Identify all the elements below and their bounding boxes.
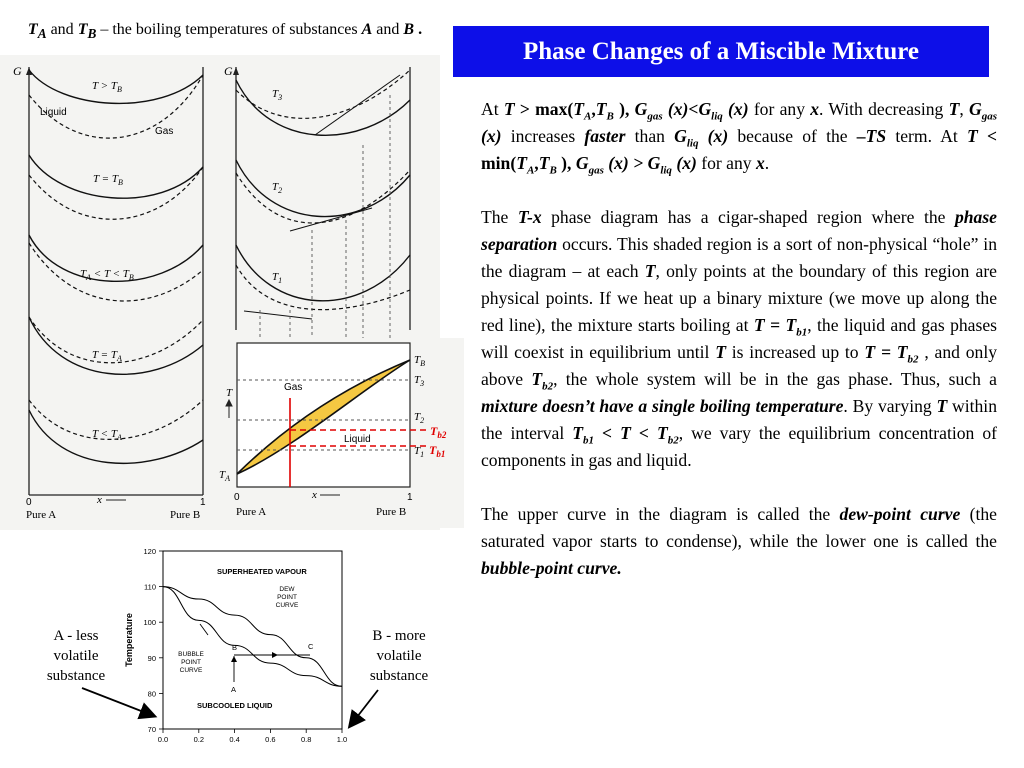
- tx-gas-label: Gas: [284, 382, 303, 393]
- text: is increased up to: [725, 342, 865, 362]
- caption-tb: T: [77, 21, 88, 38]
- tx-x1: 1: [407, 492, 413, 503]
- bubble-label-1: BUBBLE: [178, 651, 204, 658]
- text: B: [606, 110, 614, 123]
- text: T: [595, 99, 607, 119]
- text: T: [538, 153, 550, 173]
- text: T: [572, 423, 584, 443]
- left-pure-a: Pure A: [26, 509, 57, 521]
- text: ),: [556, 153, 576, 173]
- text: b2: [542, 380, 554, 393]
- tx-x-label: x: [312, 489, 317, 501]
- text: < min(: [481, 126, 997, 173]
- caption-and-2: and: [372, 21, 404, 38]
- text: b2: [907, 353, 919, 366]
- text: . By varying: [843, 396, 937, 416]
- tx-liquid-label: Liquid: [344, 434, 371, 445]
- text: gas: [588, 164, 604, 177]
- text: for any: [748, 99, 811, 119]
- text: than: [625, 126, 675, 146]
- text: T: [656, 423, 668, 443]
- bubble-label-2: POINT: [181, 659, 201, 666]
- y-tick-label: 110: [144, 582, 156, 592]
- text: At: [481, 99, 504, 119]
- right-cond-t2: $T_2$: [272, 181, 283, 195]
- text: T = T: [864, 342, 908, 362]
- text: , the liquid and gas phases will coexist in equilibrium until: [481, 315, 997, 362]
- text: (x): [481, 126, 502, 146]
- caption-tb-sub: B: [87, 26, 97, 42]
- text: < T <: [594, 423, 657, 443]
- temperature-composition-chart: [112, 540, 360, 752]
- text: faster: [584, 126, 626, 146]
- dew-label-2: POINT: [277, 594, 297, 601]
- text: gas: [647, 110, 663, 123]
- text: (x): [671, 153, 697, 173]
- cond-4: $T = T_A$: [92, 349, 122, 363]
- text: phase diagram has a cigar-shaped region where the: [541, 207, 955, 227]
- text: T: [948, 99, 960, 119]
- x-tick-label: 0.6: [265, 735, 276, 744]
- text: (x) >: [603, 153, 648, 173]
- text: ),: [613, 99, 635, 119]
- left-pure-b: Pure B: [170, 509, 201, 521]
- text: increases: [501, 126, 585, 146]
- x-tick-label: 0.0: [157, 735, 169, 744]
- t-x-phase-diagram: [214, 338, 464, 528]
- text: within the interval: [481, 396, 997, 443]
- text: , we vary the equilibrium concentration of components in gas and liquid.: [481, 423, 997, 470]
- text: T: [644, 261, 656, 281]
- text: T: [936, 396, 948, 416]
- x-tick-label: 0.2: [193, 735, 205, 744]
- text: G: [698, 99, 712, 119]
- bubble-label-3: CURVE: [179, 667, 203, 674]
- x-tick-label: 0.4: [229, 735, 240, 744]
- text: (x): [698, 126, 729, 146]
- text: T-x: [517, 207, 542, 227]
- text: T: [715, 342, 726, 362]
- caption-a: A: [361, 21, 373, 38]
- text: bubble-point curve.: [481, 558, 622, 578]
- y-tick-label: 70: [147, 725, 156, 734]
- text: phase separation: [481, 207, 997, 254]
- cond-1: $T > T_B$: [92, 80, 122, 94]
- text: liq: [686, 137, 699, 150]
- text: . With decreasing: [819, 99, 949, 119]
- tx-pure-b: Pure B: [376, 506, 407, 518]
- point-b-label: B: [232, 643, 238, 652]
- text: , the whole system will be in the gas phase. Thus, such a: [553, 369, 997, 389]
- text: dew-point curve: [839, 504, 961, 524]
- text: occurs. This shaded region is a sort of non-physical “hole” in the diagram – at each: [481, 234, 997, 281]
- caption-ta-sub: A: [37, 26, 47, 42]
- text: for any: [696, 153, 756, 173]
- text: (x)<: [662, 99, 699, 119]
- tx-x0: 0: [234, 492, 240, 503]
- x-tick-label: 0.8: [300, 735, 312, 744]
- text: –TS: [856, 126, 887, 146]
- text: The upper curve in the diagram is called the: [481, 504, 840, 524]
- right-cond-t1: $T_1$: [272, 271, 283, 285]
- point-a-label: A: [231, 685, 237, 694]
- text: b1: [796, 326, 808, 339]
- tx-tb: $T_B$: [414, 354, 426, 368]
- text: T: [503, 99, 515, 119]
- text: ,: [591, 99, 596, 119]
- text: T: [573, 99, 585, 119]
- gas-label: Gas: [155, 126, 174, 137]
- tx-tb1: $T_{b1}$: [429, 443, 446, 459]
- text: liq: [660, 164, 672, 177]
- left-x0: 0: [26, 497, 32, 508]
- tx-t2: $T_2$: [414, 411, 425, 425]
- left-x-label: x: [97, 494, 102, 506]
- text: (the saturated vapor starts to condense), while the lower one is called the: [481, 504, 997, 551]
- caption-and: and: [46, 21, 78, 38]
- cond-3: $T_A < T < T_B$: [80, 268, 134, 282]
- label-b-more-volatile: B - more volatile substance: [369, 628, 429, 684]
- tx-t3: $T_3$: [414, 374, 425, 388]
- text: T: [516, 153, 527, 173]
- text: G: [575, 153, 589, 173]
- text: because of the: [728, 126, 857, 146]
- left-g-label: G: [13, 64, 22, 78]
- text: B: [549, 164, 557, 177]
- text: mixture doesn’t have a single boiling temperature: [481, 396, 844, 416]
- label-a-less-volatile: A - less volatile substance: [46, 628, 106, 684]
- text: G: [969, 99, 982, 119]
- text: T = T: [753, 315, 797, 335]
- text: gas: [981, 110, 997, 123]
- text: (x): [722, 99, 749, 119]
- text: liq: [711, 110, 723, 123]
- caption-b: B: [403, 21, 415, 38]
- text: b1: [583, 434, 595, 447]
- tx-ta: $T_A$: [219, 469, 231, 483]
- text: x: [755, 153, 765, 173]
- slide-title: Phase Changes of a Miscible Mixture: [522, 37, 920, 65]
- text: T: [531, 369, 543, 389]
- text: , only points at the boundary of this region are physical points. If we heat up a binary mixture (we move up along the red line), the mixture starts boiling at: [481, 261, 997, 335]
- y-axis-label: Temperature: [124, 613, 134, 667]
- text: ,: [534, 153, 539, 173]
- text: G: [674, 126, 687, 146]
- y-tick-label: 90: [147, 653, 156, 663]
- tx-pure-a: Pure A: [236, 506, 267, 518]
- caption-period: .: [414, 21, 423, 38]
- tx-tb2: $T_{b2}$: [430, 424, 447, 440]
- right-g-label: G: [224, 64, 233, 78]
- text: ,: [959, 99, 969, 119]
- text: x: [810, 99, 820, 119]
- text: , and only above: [481, 342, 998, 389]
- tx-t1: $T_1$: [414, 445, 425, 459]
- y-tick-label: 120: [143, 547, 156, 556]
- y-tick-label: 100: [143, 618, 156, 628]
- x-ticks: [158, 729, 347, 744]
- tx-t-axis-label: T: [226, 387, 233, 399]
- x-tick-label: 1.0: [336, 735, 348, 744]
- left-x1: 1: [200, 497, 206, 508]
- cond-2: $T = T_B$: [93, 173, 123, 187]
- dew-label-1: DEW: [279, 586, 295, 593]
- text: b2: [667, 434, 679, 447]
- text: G: [634, 99, 648, 119]
- superheated-label: SUPERHEATED VAPOUR: [217, 567, 307, 576]
- text: T: [967, 126, 978, 146]
- text: term. At: [886, 126, 968, 146]
- caption-rest: – the boiling temperatures of substances: [96, 21, 362, 38]
- dew-label-3: CURVE: [275, 602, 299, 609]
- text: .: [764, 153, 770, 173]
- text: A: [526, 164, 535, 177]
- caption-ta: T: [27, 21, 38, 38]
- text: A: [584, 110, 592, 123]
- y-ticks: [143, 547, 163, 734]
- text: G: [647, 153, 661, 173]
- subcooled-label: SUBCOOLED LIQUID: [197, 701, 273, 710]
- point-c-label: C: [308, 642, 314, 651]
- liquid-label: Liquid: [40, 107, 67, 118]
- cond-5: $T < T_A$: [92, 428, 122, 442]
- y-tick-label: 80: [147, 689, 156, 699]
- right-cond-t3: $T_3$: [272, 88, 283, 102]
- text: The: [481, 207, 518, 227]
- text: > max(: [514, 99, 574, 119]
